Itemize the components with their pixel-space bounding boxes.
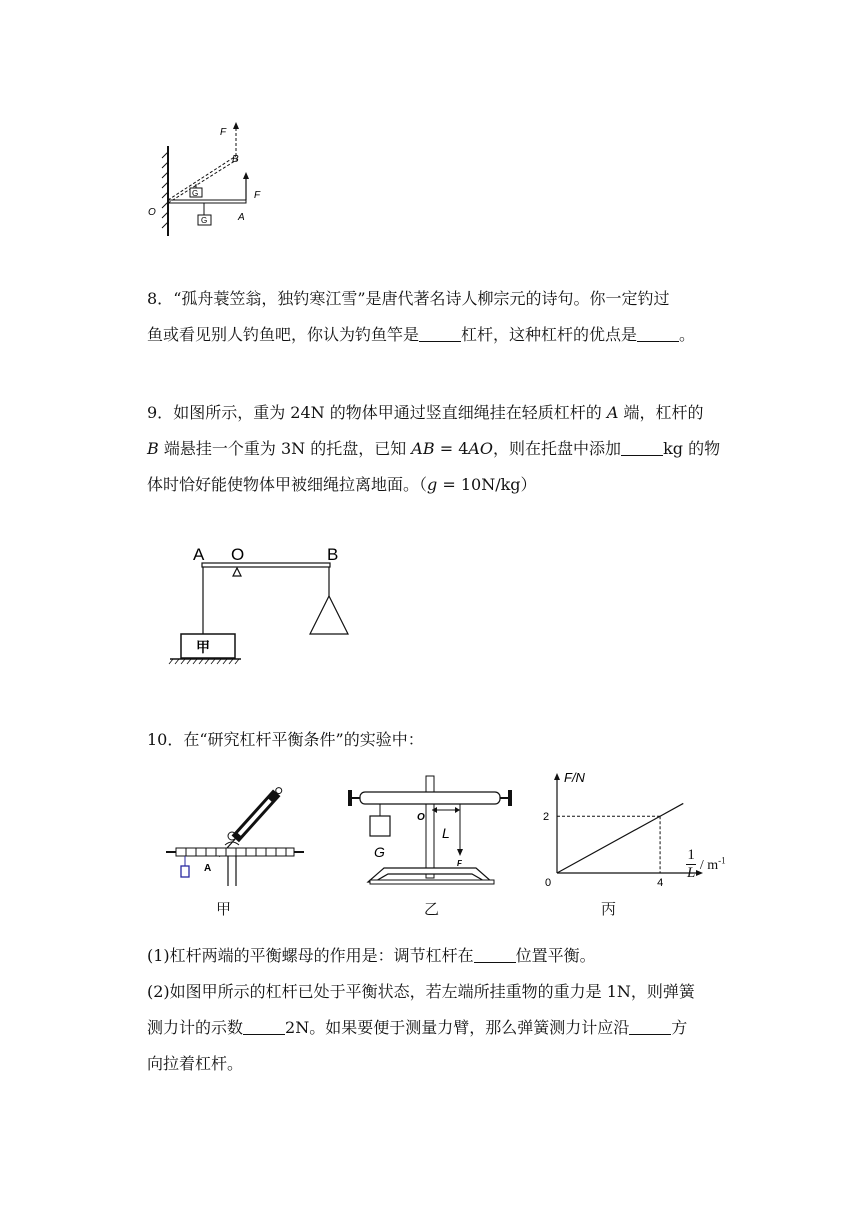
question-9: [147, 395, 727, 503]
answer-blank[interactable]: [621, 435, 663, 456]
answer-blank[interactable]: [419, 321, 461, 342]
fig-yi: [340, 774, 520, 892]
q9-var-ab: AB: [411, 439, 435, 458]
q9-line-3: [147, 467, 727, 503]
fig-yi-label-f: F: [457, 859, 462, 868]
q8-line-2: [147, 317, 727, 353]
q10-sub-2-end: [147, 1046, 727, 1082]
lever-figure-q9: [165, 538, 365, 668]
q10-text: 2N。如果要便于测量力臂，那么弹簧测力计应沿: [285, 1018, 630, 1037]
q10-text: 向拉着杠杆。: [147, 1054, 244, 1073]
q9-fig-label-b: B: [327, 545, 339, 564]
q9-var-b: B: [147, 439, 159, 458]
caption-bing: 丙: [601, 900, 617, 918]
answer-blank[interactable]: [243, 1014, 285, 1035]
q9-var-ao: AO: [468, 439, 494, 458]
x-tick-label-4: 4: [657, 877, 664, 888]
q8-number: 8．: [147, 289, 174, 308]
lever-figure-q7: [140, 118, 270, 238]
q9-text: ，则在托盘中添加: [493, 439, 622, 458]
q9-text: 如图所示，重为 24N 的物体甲通过竖直细绳挂在轻质杠杆的: [173, 403, 607, 422]
caption-yi: 乙: [424, 900, 440, 918]
chart-xlabel: $\frac{1}{L} / m^{-1}$: [687, 847, 726, 881]
question-10-body: [147, 938, 727, 1082]
q10-text: (2)如图甲所示的杠杆已处于平衡状态，若左端所挂重物的重力是 1N，则弹簧: [147, 982, 695, 1001]
q9-var-g: g: [427, 475, 438, 494]
q9-text: 端悬挂一个重为 3N 的托盘，已知: [158, 439, 412, 458]
chart-xlabel-unit: / $m^{-1}$: [696, 855, 726, 873]
q9-fig-label-jia: 甲: [196, 639, 210, 655]
fig7-label-a: A: [238, 212, 245, 223]
q10-sub-2-cont: [147, 1010, 727, 1046]
question-10-title: [147, 722, 727, 758]
fig-jia: [160, 784, 305, 886]
q9-text: = 4: [434, 439, 469, 458]
y-axis-label: F/N: [564, 770, 585, 785]
answer-blank[interactable]: [637, 321, 679, 342]
y-tick-label-2: 2: [543, 811, 550, 824]
q9-line-2: [147, 431, 727, 467]
q9-text: 端，杠杆的: [618, 403, 704, 422]
fig-yi-label-l: L: [442, 825, 450, 841]
fig-yi-label-o: O: [417, 812, 425, 823]
q9-number: 9．: [147, 403, 174, 422]
q8-line-1: [147, 281, 727, 317]
q10-text: 位置平衡。: [515, 946, 596, 965]
q8-text-1: “孤舟蓑笠翁，独钓寒江雪”是唐代著名诗人柳宗元的诗句。你一定钓过: [173, 289, 670, 308]
fig-yi-label-g: G: [374, 844, 385, 860]
chart-series: [557, 803, 683, 873]
q9-text: 体时恰好能使物体甲被细绳拉离地面。（: [147, 475, 428, 494]
q9-text: kg 的物: [663, 439, 721, 458]
fig7-label-o: O: [148, 207, 156, 218]
series-line-0: [557, 816, 660, 873]
q10-text: 方: [671, 1018, 688, 1037]
series-line-extension: [660, 803, 683, 816]
fig7-g-upper: G: [192, 189, 199, 198]
question-8: [147, 281, 727, 353]
q10-text: (1)杠杆两端的平衡螺母的作用是：调节杠杆在: [147, 946, 474, 965]
fig7-label-f-right: F: [254, 190, 261, 201]
q9-text: = 10N/kg）: [437, 475, 537, 494]
q8-text-2b: 杠杆，这种杠杆的优点是: [461, 325, 638, 344]
q9-line-1: [147, 395, 727, 431]
q8-text-2c: 。: [679, 325, 696, 344]
q8-text-2a: 鱼或看见别人钓鱼吧，你认为钓鱼竿是: [147, 325, 420, 344]
fig7-label-b: B: [232, 154, 239, 165]
fig-jia-label-a: A: [204, 863, 212, 874]
q9-fig-label-a: A: [193, 545, 205, 564]
fig7-g-lower: G: [201, 216, 208, 225]
y-axis-arrow: [554, 773, 560, 780]
chart-axes: [554, 773, 703, 876]
q10-sub-2: [147, 974, 727, 1010]
q9-var-a: A: [606, 403, 619, 422]
q9-fig-label-o: O: [231, 545, 245, 564]
q10-sub-1: [147, 938, 727, 974]
caption-jia: 甲: [216, 900, 232, 918]
fig7-label-f-top: F: [220, 127, 227, 138]
q10-text: 测力计的示数: [147, 1018, 244, 1037]
answer-blank[interactable]: [629, 1014, 671, 1035]
x-tick-label-0: 0: [545, 877, 552, 888]
q10-number: 10．: [147, 730, 184, 749]
answer-blank[interactable]: [474, 942, 516, 963]
q10-title: 在“研究杠杆平衡条件”的实验中：: [183, 730, 424, 749]
